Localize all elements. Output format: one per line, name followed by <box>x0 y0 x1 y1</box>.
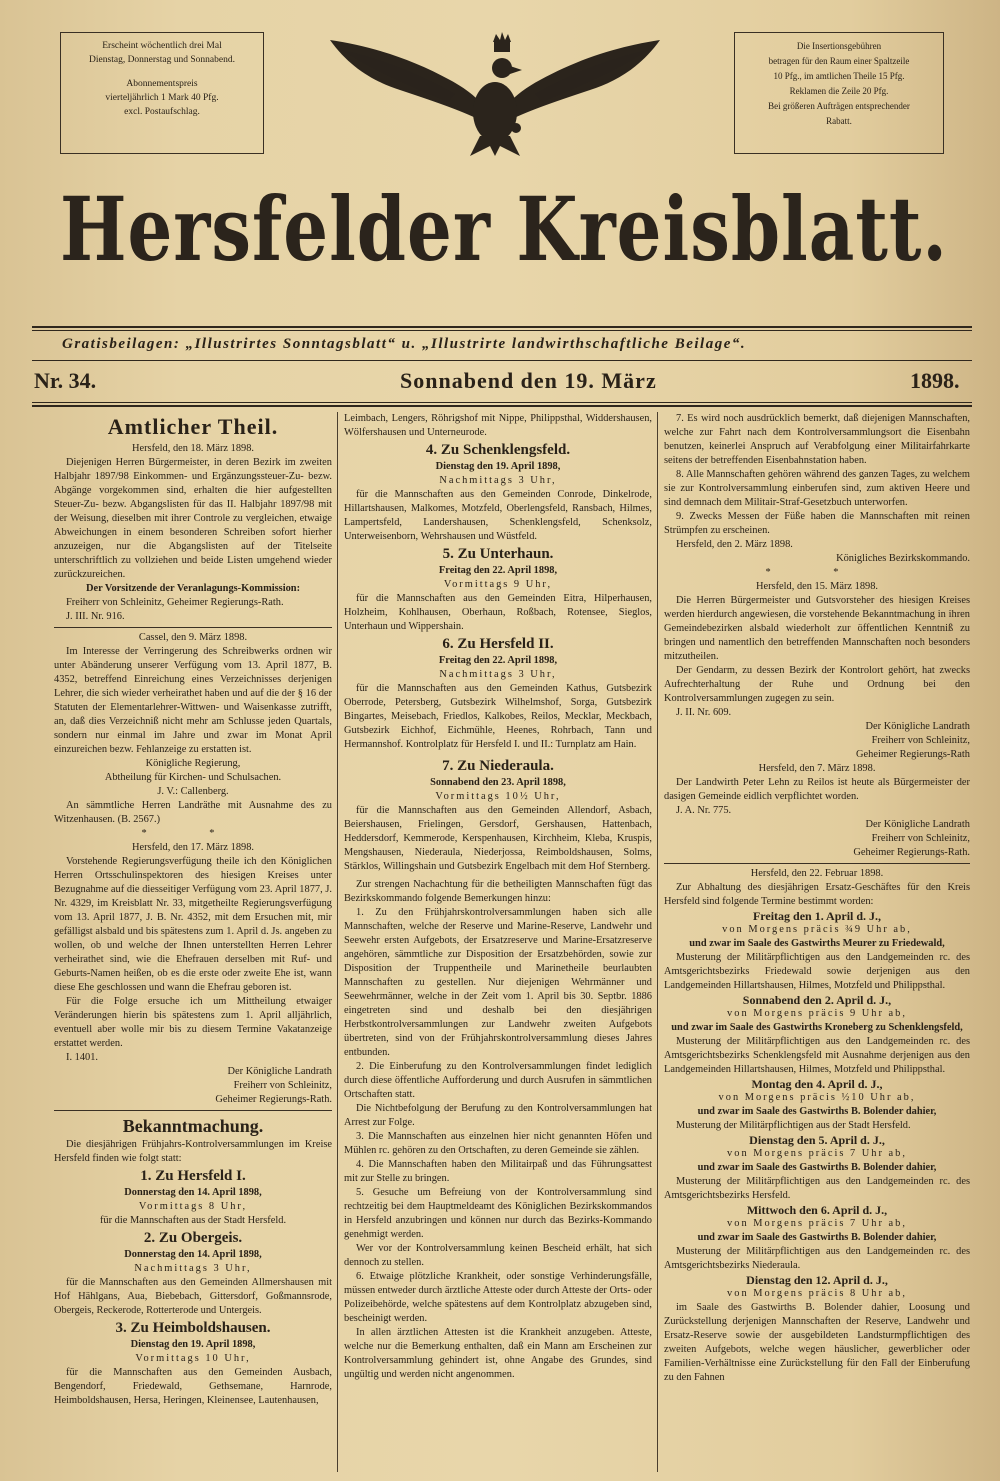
draft-date: Hersfeld, den 22. Februar 1898. <box>750 868 884 879</box>
draft3-day: Montag den 4. April d. J., <box>751 1077 883 1091</box>
divider <box>54 627 332 628</box>
rates-line-6: Rabatt. <box>826 116 852 126</box>
rates-line-4: Reklamen die Zeile 20 Pfg. <box>789 86 889 96</box>
session6-date: Freitag den 22. April 1898, <box>438 655 558 666</box>
draft4-text: Musterung der Militärpflichtigen aus den Landgemeinden rc. des Amtsgerichtsbezirks Hersfeld. <box>664 1176 970 1201</box>
divider <box>54 1110 332 1111</box>
draft3-time: von Morgens präcis ½10 Uhr ab, <box>718 1092 916 1103</box>
price-line-2: vierteljährlich 1 Mark 40 Pfg. <box>105 93 219 103</box>
remark-7: 7. Es wird noch ausdrücklich bemerkt, daß diejenigen Mannschaften, welche zur Fahrt nach dem Kontrolversammlungsort die Eisenbahn benutzen, keinerlei Anspruch auf Verabfolgung einer Militairfahrkarte seitens der betreffenden Eisenbahnstation haben. <box>664 413 970 466</box>
schedule-line-2: Dienstag, Donnerstag und Sonnabend. <box>89 55 235 65</box>
session2-date: Donnerstag den 14. April 1898, <box>124 1249 262 1260</box>
draft3-text: Musterung der Militärpflichtigen aus der Stadt Hersfeld. <box>676 1120 911 1131</box>
rates-line-1: Die Insertionsgebühren <box>796 41 882 51</box>
notice2-text: Im Interesse der Verringerung des Schreibwerks ordnen wir unter Abänderung unserer Verfügung vom 13. April 1877, B. 4352, betreffend Einreichung eines Verzeichnisses derjenigen Lehrer, die sich wieder verheirathet haben und auf die der § 16 der Statuten der Elementarlehrer-Wittwen- und Waisenkasse zutrifft, an, daß dies Verzeichniß nicht mehr am Schlusse jeden Quartals, sondern nur einmal im Jahre und zwar im Monat April einzureichen bezw. Fehlanzeige zu erstatten ist. <box>54 646 332 755</box>
notice1-text: Diejenigen Herren Bürgermeister, in deren Bezirk im zweiten Halbjahr 1897/98 Einkommen- und Ergänzungssteuer-Zu- bezw. Abgänge vorgekommen sind, erhalten die hier aufgestellten Steuer-Zu- bezw. Abgangslisten für das II. Halbjahr 1897/98 mit der Weisung, dieselben mit ihrer Controle zu vergleichen, etwaige Abweichungen in einem besonderen Schreiben sofort hierher anzuzeigen, nur die Abgangslisten auf der Titelseite unterschriftlich zu vollziehen und beide Listen umgehend wieder zurückzureichen. <box>54 457 332 580</box>
notice5-ref: J. A. Nr. 775. <box>676 805 732 816</box>
draft5-place: und zwar im Saale des Gastwirths B. Bolender dahier, <box>697 1232 937 1243</box>
remark-8: 8. Alle Mannschaften gehören während des ganzen Tages, zu welchem sie zur Kontrolversammlung einberufen sind, zum aktiven Heere und sind demnach dem Militair-Straf-Gesetzbuch unterworfen. <box>664 469 970 508</box>
notice5-sig1: Der Königliche Landrath <box>865 819 970 830</box>
session4-date: Dienstag den 19. April 1898, <box>435 461 561 472</box>
session5-title: 5. Zu Unterhaun. <box>442 546 554 562</box>
remark-5b: Wer vor der Kontrolversammlung keinen Bescheid erhält, hat sich dennoch zu stellen. <box>344 1243 652 1268</box>
notice3-text2: Für die Folge ersuche ich um Mittheilung etwaiger Veränderungen hierin bis spätestens zum 1. April alljährlich, eventuell aber wolle mir bis zu diesem Termine Vakatanzeige erstattet werden. <box>54 996 332 1049</box>
draft5-time: von Morgens präcis 7 Uhr ab, <box>727 1218 907 1229</box>
session7-date: Sonnabend den 23. April 1898, <box>430 777 566 788</box>
notice4-text2: Der Gendarm, zu dessen Bezirk der Kontrolort gehört, hat zwecks Aufrechterhaltung der Ruhe und Ordnung bei den Kontrolversammlungen zugegen zu sein. <box>664 665 970 704</box>
price-line-3: excl. Postaufschlag. <box>124 107 200 117</box>
column-divider-1 <box>337 412 338 1472</box>
notice1-ref: J. III. Nr. 916. <box>66 611 125 622</box>
column-2 <box>344 412 652 1474</box>
draft1-text: Musterung der Militärpflichtigen aus den Landgemeinden rc. des Amtsgerichtsbezirks Friedewald sowie derjenigen aus den Landgemeinden Hillartshausen, Hilmes, Motzfeld und Philippsthal. <box>664 952 970 991</box>
price-line-1: Abonnementspreis <box>126 79 198 89</box>
session3-title: 3. Zu Heimboldshausen. <box>115 1320 271 1336</box>
notice4-text: Die Herren Bürgermeister und Gutsvorsteher des hiesigen Kreises werden hierdurch angewiesen, die vorstehende Bekanntmachung in ihren Gemeindebezirken alsbald wiederholt zur öffentlichen Kenntniß zu bringen und namentlich den betreffenden Mannschaften noch besonders mitzutheilen. <box>664 595 970 662</box>
separator-stars: * * <box>141 828 245 839</box>
session5-date: Freitag den 22. April 1898, <box>438 565 558 576</box>
session4-time: Nachmittags 3 Uhr, <box>439 475 557 486</box>
rule-top-thin <box>32 330 972 331</box>
notice4-sig3: Geheimer Regierungs-Rath <box>856 749 970 760</box>
issue-number: Nr. 34. <box>34 368 97 393</box>
notice2-sig3: J. V.: Callenberg. <box>157 786 229 797</box>
announcement-heading: Bekanntmachung. <box>122 1116 264 1136</box>
notice4-sig2: Freiherr von Schleinitz, <box>871 735 970 746</box>
draft6-time: von Morgens präcis 8 Uhr ab, <box>727 1288 907 1299</box>
notice3-sig2: Freiherr von Schleinitz, <box>233 1080 332 1091</box>
draft2-day: Sonnabend den 2. April d. J., <box>742 993 892 1007</box>
session7-title: 7. Zu Niederaula. <box>442 758 554 774</box>
draft2-time: von Morgens präcis 9 Uhr ab, <box>727 1008 907 1019</box>
draft1-place: und zwar im Saale des Gastwirths Meurer zu Friedewald, <box>689 938 945 949</box>
rule-mid <box>32 360 972 361</box>
notice2-sig1: Königliche Regierung, <box>145 758 241 769</box>
session2-title: 2. Zu Obergeis. <box>143 1230 243 1246</box>
remark-6b: In allen ärztlichen Attesten ist die Krankheit anzugeben. Atteste, welche nur die Bemerkung enthalten, daß ein Mann am Erscheinen zur Kontrolversammlung gehindert ist, ohne Angabe des Grundes, sind ungültig und werden nicht angenommen. <box>344 1327 652 1380</box>
session3-continued: Leimbach, Lengers, Röhrigshof mit Nippe, Philippsthal, Widdershausen, Wölfershausen und Unterneurode. <box>344 413 652 438</box>
notice3-text: Vorstehende Regierungsverfügung theile ich den Königlichen Herren Ortsschulinspektoren des hiesigen Kreises unter Bezugnahme auf die diesseitiger Verfügung vom 23. April 1877, J. Nr. 4329, im Kreisblatt Nr. 33, mitgetheilte Regierungsverfügung vom 13. April 1877, J. B. Nr. 4352, mit dem Ersuchen mit, mir gefälligst alsbald und bis spätestens zum 1. April d. Js. angeben zu wollen, ob und welche der Ihnen unterstellten Herren Lehrer verheirathet sind, wie die Ehefrauen derselben mit Ruf- und Geburts-Namen heißen, ob es die erste oder zweite Ehe ist, wann diese Ehe geschlossen und wann die Ehefrau geboren ist. <box>54 856 332 993</box>
remarks-signatory: Königliches Bezirkskommando. <box>836 553 970 564</box>
rates-line-2: betragen für den Raum einer Spaltzeile <box>768 56 910 66</box>
session6-title: 6. Zu Hersfeld II. <box>442 636 554 652</box>
notice4-date: Hersfeld, den 15. März 1898. <box>755 581 879 592</box>
remark-3: 3. Die Mannschaften aus einzelnen hier nicht genannten Höfen und Mühlen rc. gehören zu den Ortschaften, zu deren Gemeinde sie zählen. <box>344 1131 652 1156</box>
column-3 <box>664 412 970 1474</box>
rule-bottom <box>32 405 972 407</box>
remark-6: 6. Etwaige plötzliche Krankheit, oder sonstige Verhinderungsfälle, müssen entweder durch ärztliche Atteste oder durch Atteste der Orts- oder Polizeibehörde, welche spätestens auf dem Kontrolplatz abzugeben sind, bescheinigt werden. <box>344 1271 652 1324</box>
divider <box>664 863 970 864</box>
rule-bottom-thin <box>32 402 972 403</box>
notice3-ref: I. 1401. <box>66 1052 99 1063</box>
notice5-sig2: Freiherr von Schleinitz, <box>871 833 970 844</box>
notice5-date: Hersfeld, den 7. März 1898. <box>758 763 876 774</box>
draft5-day: Mittwoch den 6. April d. J., <box>746 1203 888 1217</box>
remarks-date: Hersfeld, den 2. März 1898. <box>676 539 793 550</box>
masthead-title: Hersfelder Kreisblatt. <box>60 177 948 282</box>
draft3-place: und zwar im Saale des Gastwirths B. Bolender dahier, <box>697 1106 937 1117</box>
column-1 <box>54 412 332 1474</box>
column-divider-2 <box>657 412 658 1472</box>
remark-5: 5. Gesuche um Befreiung von der Kontrolversammlung sind rechtzeitig bei dem Hauptmeldeamt des Königlichen Bezirkskommandos in Hersfeld anzubringen und können nur durch das Bezirks-Kommando genehmigt werden. <box>344 1187 652 1240</box>
notice2-sig2: Abtheilung für Kirchen- und Schulsachen. <box>104 772 282 783</box>
remark-4: 4. Die Mannschaften haben den Militairpaß und das Führungsattest mit zur Stelle zu bringen. <box>344 1159 652 1184</box>
separator-stars: * * <box>765 567 869 578</box>
rule-top <box>32 326 972 328</box>
notice1-name: Freiherr von Schleinitz, Geheimer Regierungs-Rath. <box>66 597 284 608</box>
schedule-line-1: Erscheint wöchentlich drei Mal <box>102 41 222 51</box>
session1-title: 1. Zu Hersfeld I. <box>140 1168 246 1184</box>
notice2-recipients: An sämmtliche Herren Landräthe mit Ausnahme des zu Witzenhausen. (B. 2567.) <box>54 800 332 825</box>
draft4-day: Dienstag den 5. April d. J., <box>749 1133 885 1147</box>
session2-text: für die Mannschaften aus den Gemeinden Allmershausen mit Hof Hählgans, Aua, Biebebach, Gittersdorf, Goßmannsrode, Obergeis, Reckerode, Rotterterode und Untergeis. <box>54 1277 332 1316</box>
remark-1: 1. Zu den Frühjahrskontrolversammlungen haben sich alle Mannschaften, welche der Reserve und Marine-Reserve, Landwehr und Seewehr ersten Aufgebots, der Ersatzreserve und Marine-Ersatzreserve angehören, sämmtliche zur Disposition der Ersatzbehörden, sowie zur Disposition der Truppentheile und Marinetheile beurlaubten Mannschaften zu gestellen. Nur diejenigen Wehrmänner und Seewehrmänner, welche in der Zeit vom 1. April bis 30. Septbr. 1886 eingetreten sind und deshalb bei den diesjährigen Herbstkontrolversammlungen zur Landwehr zweiten Aufgebots übertreten, sind von der Frühjahrskontrolversammlung dieses Jahres entbunden. <box>344 907 652 1058</box>
draft1-time: von Morgens präcis ¾9 Uhr ab, <box>722 924 912 935</box>
draft4-time: von Morgens präcis 7 Uhr ab, <box>727 1148 907 1159</box>
notice2-date: Cassel, den 9. März 1898. <box>138 632 248 643</box>
notice5-sig3: Geheimer Regierungs-Rath. <box>853 847 970 858</box>
session5-time: Vormittags 9 Uhr, <box>443 579 553 590</box>
session4-text: für die Mannschaften aus den Gemeinden Conrode, Dinkelrode, Hillartshausen, Malkomes, Motzfeld, Oberlengsfeld, Ransbach, Hilmes, Lampertsfeld, Landershausen, Schenklengsfeld, Schenksolz, Unterweisenborn, Wehrshausen und Wüstfeld. <box>344 489 652 542</box>
draft2-place: und zwar im Saale des Gastwirths Kroneberg zu Schenklengsfeld, <box>671 1022 963 1033</box>
draft-intro: Zur Abhaltung des diesjährigen Ersatz-Geschäftes für den Kreis Hersfeld sind folgende Termine bestimmt worden: <box>664 882 970 907</box>
announcement-intro: Die diesjährigen Frühjahrs-Kontrolversammlungen im Kreise Hersfeld finden wie folgt statt: <box>54 1139 332 1164</box>
draft5-text: Musterung der Militärpflichtigen aus den Landgemeinden rc. des Amtsgerichtsbezirks Niederaula. <box>664 1246 970 1271</box>
notice3-sig1: Der Königliche Landrath <box>227 1066 332 1077</box>
notice5-text: Der Landwirth Peter Lehn zu Reilos ist heute als Bürgermeister der dasigen Gemeinde eidlich verpflichtet worden. <box>664 777 970 802</box>
session6-time: Nachmittags 3 Uhr, <box>439 669 557 680</box>
draft2-text: Musterung der Militärpflichtigen aus den Landgemeinden rc. des Amtsgerichtsbezirks Schenklengsfeld mit Ausnahme derjenigen aus den Landgemeinden Hillartshausen, Hilmes, Motzfeld und Philippsthal. <box>664 1036 970 1075</box>
notice4-sig1: Der Königliche Landrath <box>865 721 970 732</box>
session3-date: Dienstag den 19. April 1898, <box>130 1339 256 1350</box>
draft6-day: Dienstag den 12. April d. J., <box>746 1273 888 1287</box>
issue-year: 1898. <box>910 368 960 393</box>
notice3-sig3: Geheimer Regierungs-Rath. <box>215 1094 332 1105</box>
session3-text: für die Mannschaften aus den Gemeinden Ausbach, Bengendorf, Friedewald, Gethsemane, Harnrode, Heimboldshausen, Hersa, Heringen, Kleinensee, Lautenhausen, <box>54 1367 332 1406</box>
session7-text: für die Mannschaften aus den Gemeinden Allendorf, Asbach, Beiershausen, Frielingen, Gersdorf, Gershausen, Hattenbach, Heddersdorf, Kemmerode, Kerspenhausen, Kirchheim, Kleba, Kruspis, Mengshausen, Niederaula, Niederjossa, Reimboldshausen, Solms, Stärklos, Willingshain und Gutsbezirk Engelbach mit dem Hof Sternberg. <box>344 805 652 872</box>
session5-text: für die Mannschaften aus den Gemeinden Eitra, Hilperhausen, Holzheim, Kohlhausen, Oberhaun, Roßbach, Rotensee, Sieglos, Unterhaun und Wippershain. <box>344 593 652 632</box>
remarks-intro: Zur strengen Nachachtung für die betheiligten Mannschaften fügt das Bezirkskommando folgende Bemerkungen hinzu: <box>344 879 652 904</box>
notice1-date: Hersfeld, den 18. März 1898. <box>131 443 255 454</box>
rates-line-3: 10 Pfg., im amtlichen Theile 15 Pfg. <box>773 71 905 81</box>
section-heading-official: Amtlicher Theil. <box>107 414 279 439</box>
session1-time: Vormittags 8 Uhr, <box>138 1201 248 1212</box>
rates-line-5: Bei größeren Aufträgen entsprechender <box>768 101 910 111</box>
session1-text: für die Mannschaften aus der Stadt Hersfeld. <box>99 1215 287 1226</box>
remark-2b: Die Nichtbefolgung der Berufung zu den Kontrolversammlungen hat Arrest zur Folge. <box>344 1103 652 1128</box>
issue-date: Sonnabend den 19. März <box>400 368 657 393</box>
session2-time: Nachmittags 3 Uhr, <box>134 1263 252 1274</box>
remark-9: 9. Zwecks Messen der Füße haben die Mannschaften mit reinen Strümpfen zu erscheinen. <box>664 511 970 536</box>
notice1-signatory: Der Vorsitzende der Veranlagungs-Kommission: <box>85 583 301 594</box>
supplements-line: Gratisbeilagen: „Illustrirtes Sonntagsblatt“ u. „Illustrirte landwirthschaftliche Beilage“. <box>62 336 747 352</box>
draft6-text: im Saale des Gastwirths B. Bolender dahier, Loosung und Zurückstellung derjenigen Mannschaften der Reserve, Landwehr und Ersatz-Reserve sowie der ausgebildeten Landsturmpflichtigen des zweiten Aufgebots, welche wegen häuslicher, gewerblicher oder Familien-Verhältnisse eine Zurückstellung für den Fall der Einberufung zu den Fahnen <box>664 1302 970 1383</box>
session1-date: Donnerstag den 14. April 1898, <box>124 1187 262 1198</box>
session7-time: Vormittags 10½ Uhr, <box>435 791 561 802</box>
session3-time: Vormittags 10 Uhr, <box>135 1353 251 1364</box>
notice4-ref: J. II. Nr. 609. <box>676 707 732 718</box>
remark-2: 2. Die Einberufung zu den Kontrolversammlungen findet lediglich durch diese öffentliche Aufforderung und durch Ausrufen in sämmtlichen Ortschaften statt. <box>344 1061 652 1100</box>
session4-title: 4. Zu Schenklengsfeld. <box>425 442 571 458</box>
draft1-day: Freitag den 1. April d. J., <box>752 909 882 923</box>
notice3-date: Hersfeld, den 17. März 1898. <box>131 842 255 853</box>
session6-text: für die Mannschaften aus den Gemeinden Kathus, Gutsbezirk Oberrode, Petersberg, Gutsbezirk Wilhelmshof, Sorga, Gutsbezirk Bingartes, Meisebach, Friedlos, Kalkobes, Reilos, Mecklar, Meckbach, Gutsbezirk Eichhof, Eichmühle, Heenes, Rohrbach, Tann und Hermannshof. Kontrolplatz für Hersfeld I. und II.: Turnplatz am Hain. <box>344 683 652 750</box>
draft4-place: und zwar im Saale des Gastwirths B. Bolender dahier, <box>697 1162 937 1173</box>
